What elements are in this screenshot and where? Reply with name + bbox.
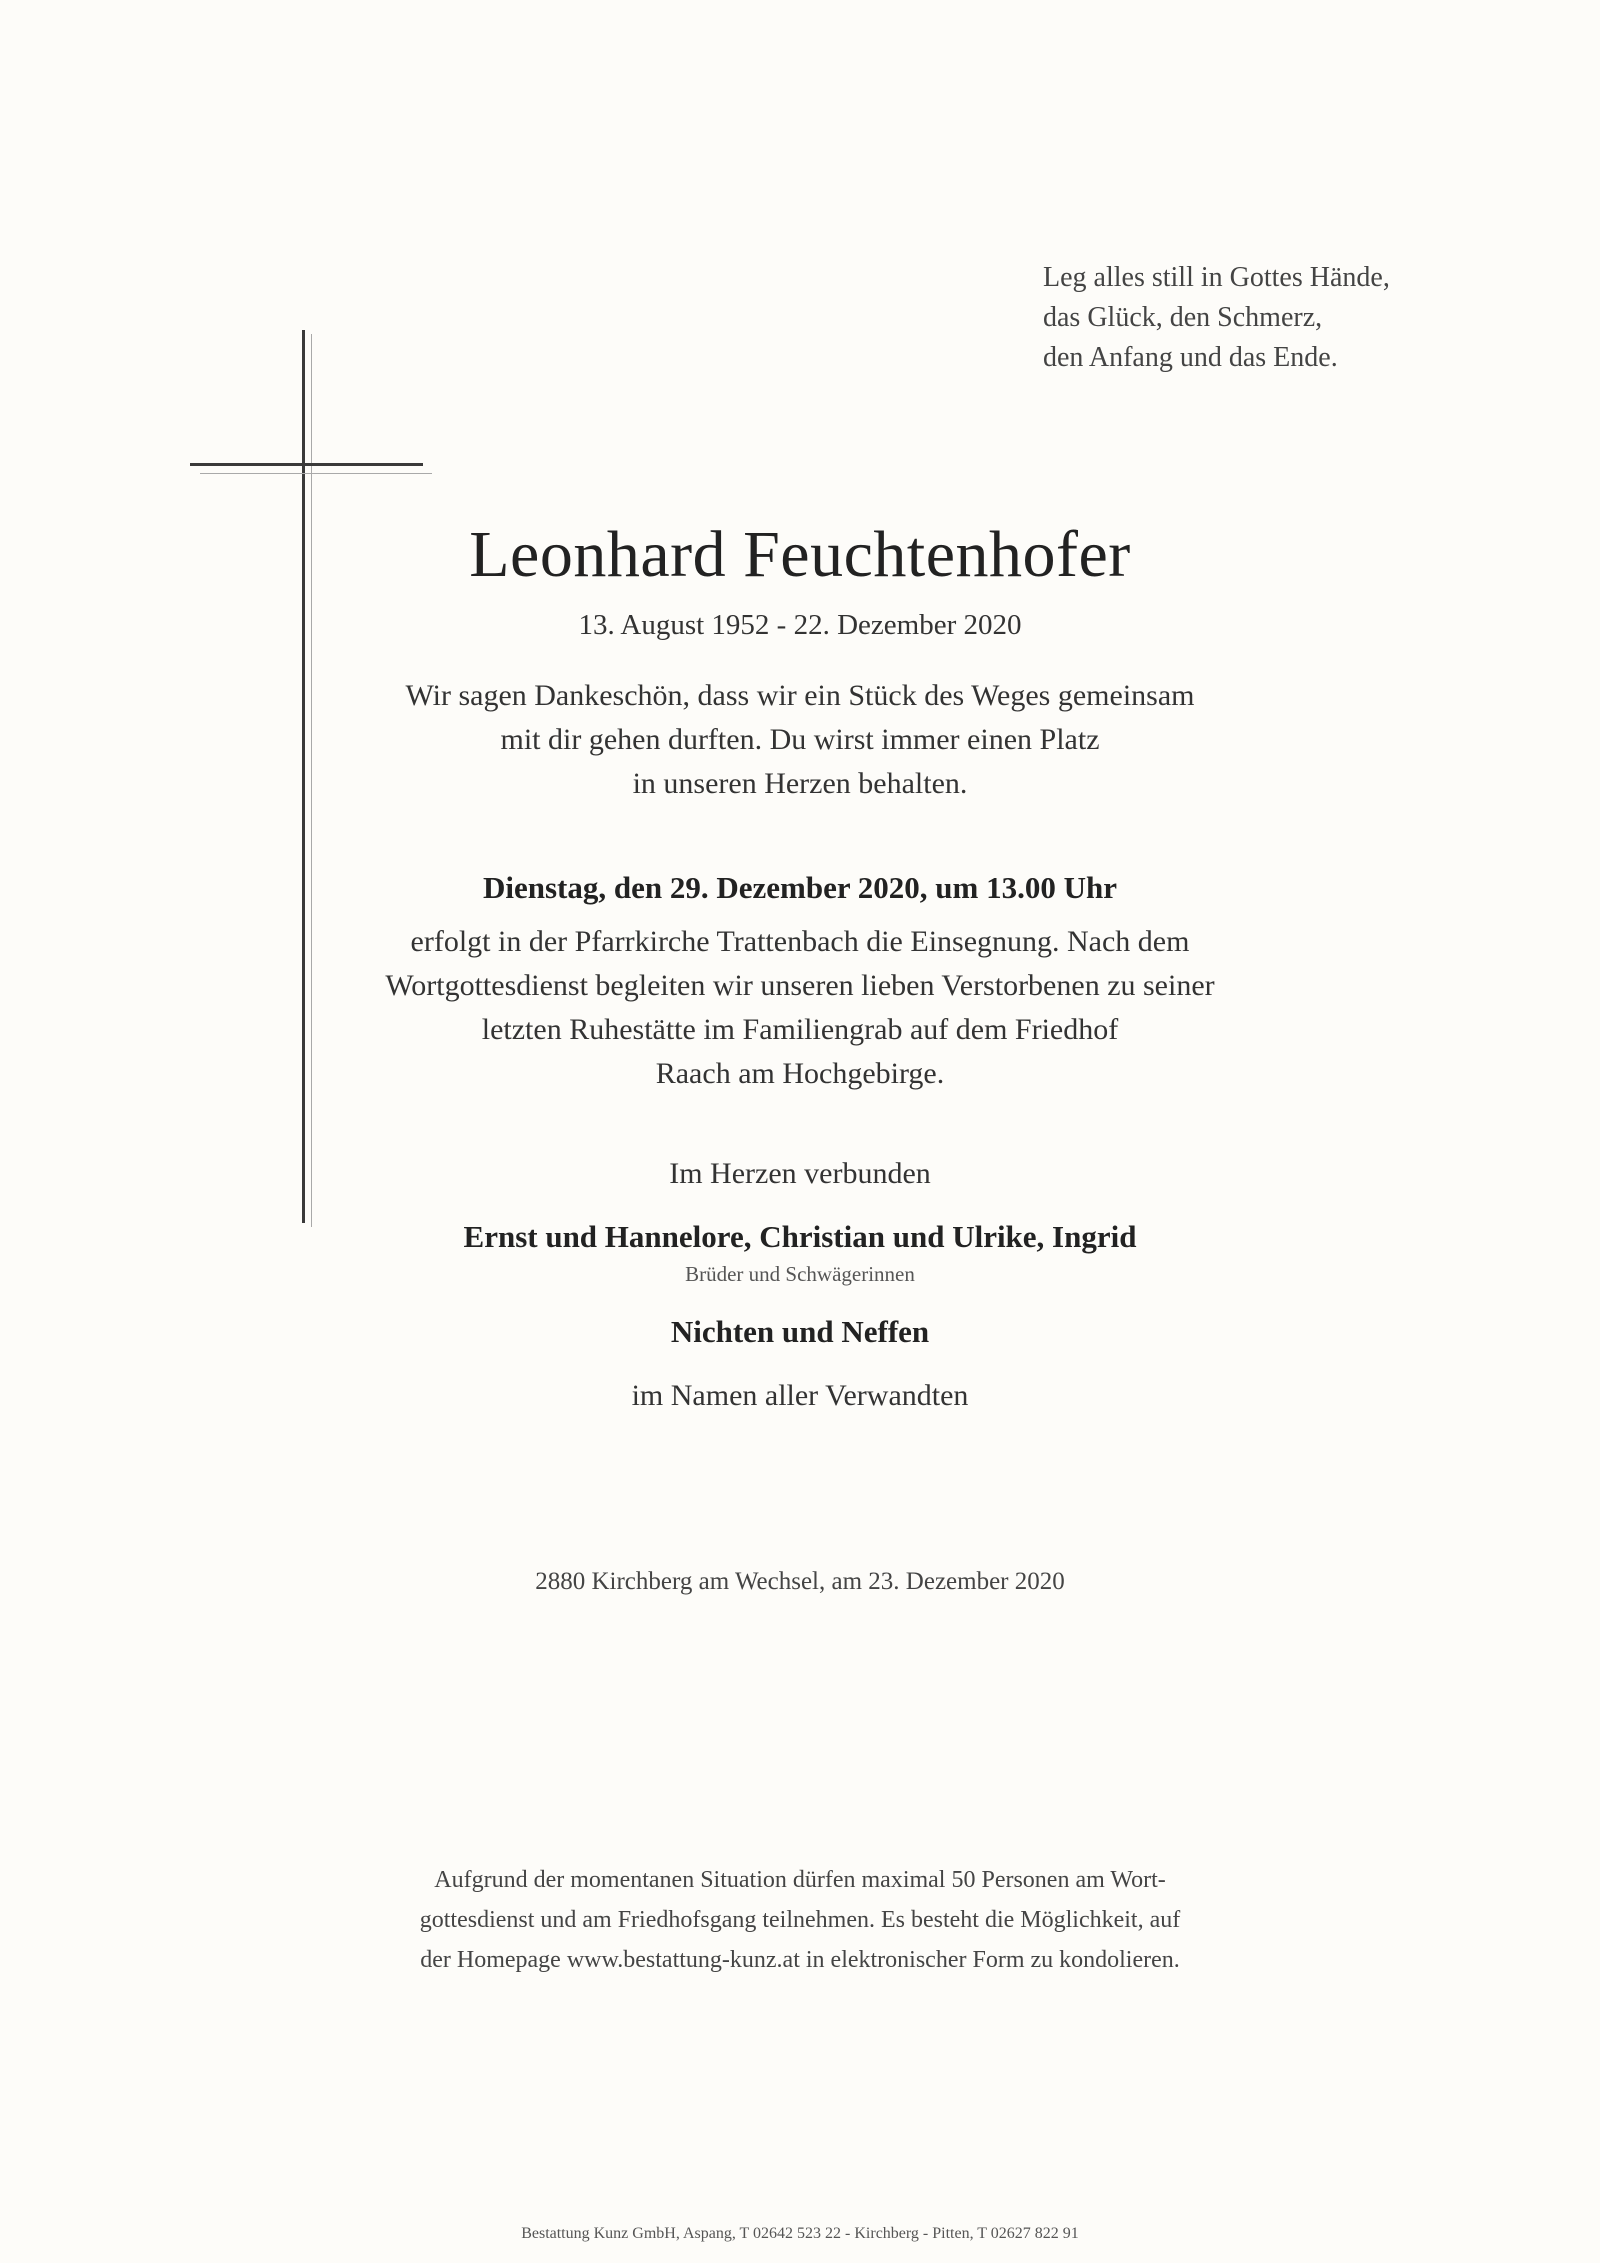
- notice-line: Aufgrund der momentanen Situation dürfen maximal 50 Personen am Wort-: [434, 1867, 1166, 1893]
- covid-notice: [0, 1860, 1600, 1980]
- deceased-name: Leonhard Feuchtenhofer: [469, 518, 1131, 591]
- verse-line: Leg alles still in Gottes Hände,: [1043, 262, 1390, 293]
- service-line: erfolgt in der Pfarrkirche Trattenbach die Einsegnung. Nach dem: [410, 925, 1190, 958]
- service-details: [0, 920, 1600, 1096]
- thanks-line: in unseren Herzen behalten.: [632, 767, 968, 800]
- service-line: Wortgottesdienst begleiten wir unseren lieben Verstorbenen zu seiner: [385, 969, 1215, 1002]
- thanks-text: [0, 674, 1600, 806]
- mourners-nieces-nephews: Nichten und Neffen: [670, 1314, 930, 1349]
- place-date: 2880 Kirchberg am Wechsel, am 23. Dezember 2020: [535, 1568, 1065, 1595]
- service-line: letzten Ruhestätte im Familiengrab auf dem Friedhof: [481, 1013, 1119, 1046]
- verse-line: den Anfang und das Ende.: [1043, 342, 1338, 373]
- funeral-home-footer: Bestattung Kunz GmbH, Aspang, T 02642 523 22 - Kirchberg - Pitten, T 02627 822 91: [521, 2225, 1079, 2242]
- life-dates: 13. August 1952 - 22. Dezember 2020: [578, 609, 1022, 641]
- thanks-line: mit dir gehen durften. Du wirst immer einen Platz: [500, 723, 1100, 756]
- notice-line: gottesdienst und am Friedhofsgang teilnehmen. Es besteht die Möglichkeit, auf: [419, 1907, 1181, 1933]
- service-line: Raach am Hochgebirge.: [655, 1057, 945, 1090]
- verse-line: das Glück, den Schmerz,: [1043, 302, 1323, 333]
- mourners-siblings-relation: Brüder und Schwägerinnen: [685, 1262, 915, 1286]
- mourners-siblings: Ernst und Hannelore, Christian und Ulrike, Ingrid: [463, 1219, 1137, 1254]
- verse: [1043, 258, 1390, 378]
- mourners-closing: im Namen aller Verwandten: [631, 1379, 969, 1412]
- mourners-intro: Im Herzen verbunden: [669, 1157, 931, 1190]
- service-datetime: Dienstag, den 29. Dezember 2020, um 13.00 Uhr: [482, 870, 1118, 905]
- thanks-line: Wir sagen Dankeschön, dass wir ein Stück des Weges gemeinsam: [405, 679, 1195, 712]
- notice-line: der Homepage www.bestattung-kunz.at in elektronischer Form zu kondolieren.: [420, 1947, 1180, 1973]
